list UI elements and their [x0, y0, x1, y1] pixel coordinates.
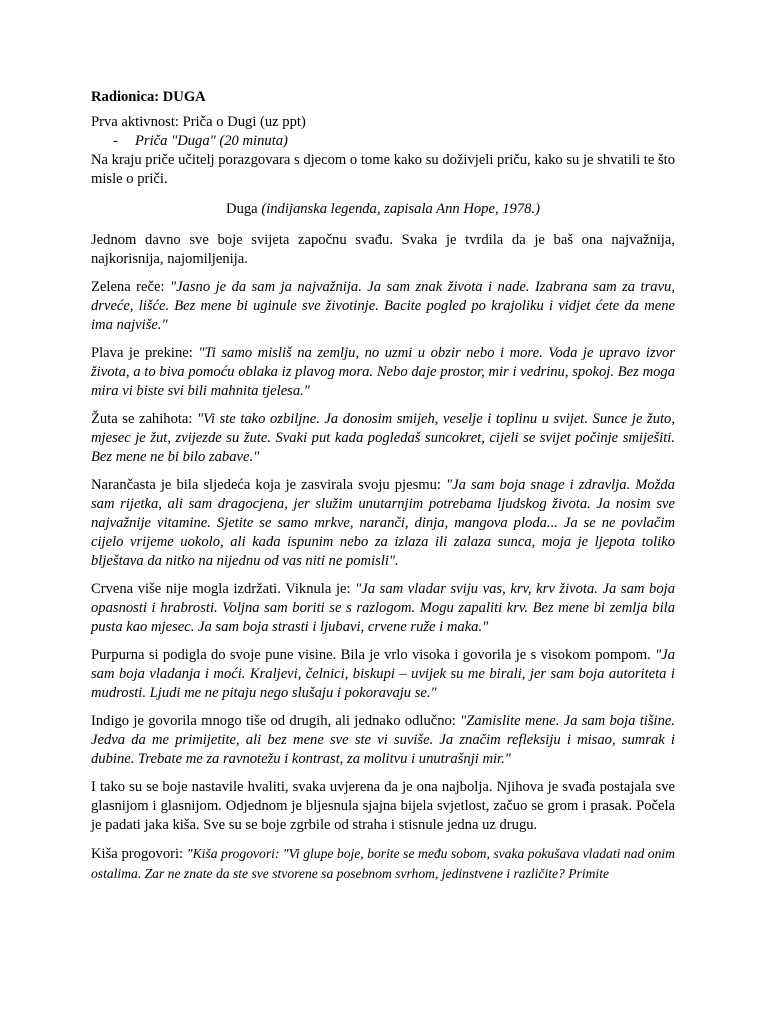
activity-line: Prva aktivnost: Priča o Dugi (uz ppt): [91, 114, 306, 130]
story-title: [91, 200, 675, 219]
paragraph-text: Žuta se zahihota:: [91, 411, 198, 427]
story-source: (indijanska legenda, zapisala Ann Hope, 1978.): [261, 201, 540, 217]
paragraph-quote: "Zamislite mene. Ja sam boja tišine. Jedva da me primijetite, ali bez mene sve ste vi suviše. Ja značim refleksiju i misao, sumrak i dubine. Trebate me za ravnotežu i kontrast, za molitvu i unutrašnji mir.": [91, 713, 675, 767]
story-paragraph: [91, 778, 675, 835]
story-paragraph: [91, 231, 675, 269]
paragraph-text: Zelena reče:: [91, 279, 170, 295]
intro-paragraph: Na kraju priče učitelj porazgovara s djecom o tome kako su doživjeli priču, kako su je shvatili te što misle o priči.: [91, 152, 675, 187]
story-paragraph: [91, 712, 675, 769]
story-paragraph: [91, 844, 675, 884]
story-paragraph: [91, 278, 675, 335]
paragraph-quote: "Ti samo misliš na zemlju, no uzmi u obzir nebo i more. Voda je upravo izvor života, a to biva pomoću oblaka iz plavog mora. Nebo daje prostor, mir i vedrinu, spokoj. Bez moga mira vi biste svi bili mahnita tjelesa.": [91, 345, 676, 399]
paragraph-quote: "Ja sam vladar sviju vas, krv, krv života. Ja sam boja opasnosti i hrabrosti. Voljna sam boriti se s razlogom. Mogu zapaliti krv. Bez mene bi zemlja bila pusta kao mjesec. Ja sam boja strasti i ljubavi, crvene ruže i maka.": [91, 581, 675, 635]
paragraph-text: Kiša progovori:: [91, 846, 187, 862]
paragraph-text: Crvena više nije mogla izdržati. Viknula je:: [91, 581, 356, 597]
paragraph-quote: "Vi ste tako ozbiljne. Ja donosim smijeh, veselje i toplinu u svijet. Sunce je žuto, mjesec je žut, zvijezde su žute. Svaki put kada pogledaš suncokret, cijeli se svijet počinje smiješiti. Bez mene ne bi bilo zabave.": [91, 411, 675, 465]
story-title-text: Duga: [226, 201, 258, 217]
bullet-item: [113, 132, 675, 151]
workshop-title: Radionica: DUGA: [91, 89, 206, 105]
paragraph-text: Jednom davno sve boje svijeta započnu svađu. Svaka je tvrdila da je baš ona najvažnija, najkorisnija, najomiljenija.: [91, 232, 675, 267]
bullet-text: Priča "Duga" (20 minuta): [135, 133, 288, 149]
story-paragraph: [91, 344, 675, 401]
document-body: [91, 88, 675, 893]
paragraph-text: Indigo je govorila mnogo tiše od drugih, ali jednako odlučno:: [91, 713, 461, 729]
paragraph-text: I tako su se boje nastavile hvaliti, svaka uvjerena da je ona najbolja. Njihova je svađa postajala sve glasnijom i glasnijom. Odjednom je bljesnula sjajna bijela svjetlost, začuo se grom i prasak. Počela je padati jaka kiša. Sve su se boje zgrbile od straha i stisnule jedna uz drugu.: [91, 779, 675, 833]
story-paragraph: [91, 410, 675, 467]
story-paragraph: [91, 476, 675, 571]
paragraph-quote: "Jasno je da sam ja najvažnija. Ja sam znak života i nade. Izabrana sam za travu, drveće, lišće. Bez mene bi uginule sve životinje. Bacite pogled po krajoliku i vidjet ćete da mene ima najviše.": [91, 279, 675, 333]
story-paragraph: [91, 646, 675, 703]
story-paragraph: [91, 580, 675, 637]
paragraph-quote: "Ja sam boja snage i zdravlja. Možda sam rijetka, ali sam dragocjena, jer služim unutarnjim potrebama ljudskog života. Ja nosim sve najvažnije vitamine. Sjetite se samo mrkve, naranči, dinja, mangova ploda... Ja se ne povlačim cijelo vrijeme uokolo, ali kada ispunim nebo za izlaza ili zalaza sunca, moja je ljepota toliko blještava da nitko na nijednu od vas niti ne pomisli".: [91, 477, 675, 569]
paragraph-text: Plava je prekine:: [91, 345, 199, 361]
paragraph-text: Purpurna si podigla do svoje pune visine. Bila je vrlo visoka i govorila je s visokom pompom.: [91, 647, 656, 663]
paragraph-quote: "Kiša progovori: "Vi glupe boje, borite se među sobom, svaka pokušava vladati nad onim ostalima. Zar ne znate da ste sve stvorene sa posebnom svrhom, jedinstvene i različite? Primite: [91, 846, 675, 881]
bullet-dash: -: [113, 133, 118, 149]
paragraph-quote: "Ja sam boja vladanja i moći. Kraljevi, čelnici, biskupi – uvijek su me birali, jer sam boja autoriteta i mudrosti. Ljudi me ne pitaju nego slušaju i pokoravaju se.": [91, 647, 675, 701]
paragraph-text: Narančasta je bila sljedeća koja je zasvirala svoju pjesmu:: [91, 477, 447, 493]
